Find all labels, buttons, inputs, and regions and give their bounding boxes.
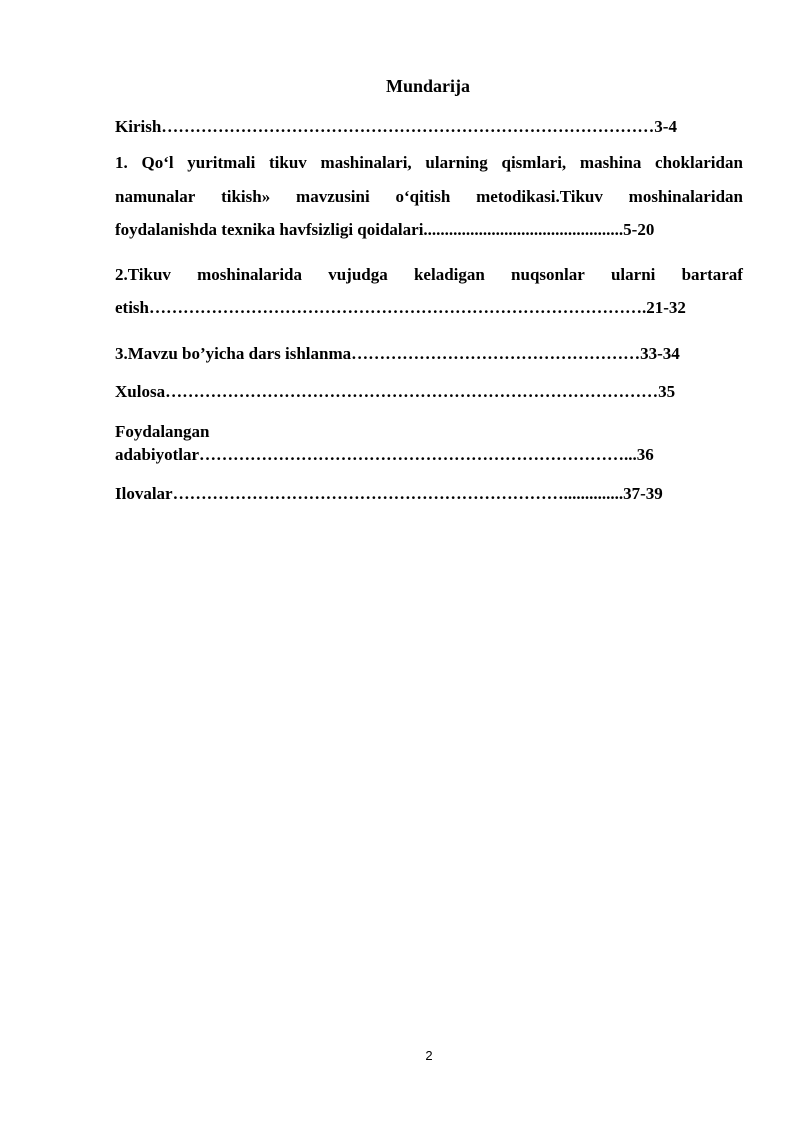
word: mavzusini	[296, 187, 370, 206]
toc-entry-ch1-line1	[115, 153, 743, 173]
toc-entry-ilovalar: Ilovalar……………………………………………………………..............37-39	[115, 484, 663, 503]
toc-entry-xulosa: Xulosa……………………………………………………………………………35	[115, 382, 676, 401]
toc-entry-foydalangan-line2: adabiyotlar…………………………………………………………………...36	[115, 445, 654, 464]
toc-entry-ch1-line2	[115, 187, 743, 207]
word: Qo‘l	[141, 153, 174, 172]
word: vujudga	[328, 265, 388, 284]
word: choklaridan	[655, 153, 743, 172]
word: namunalar	[115, 187, 196, 206]
page-title: Mundarija	[385, 76, 470, 96]
word: 2.Tikuv	[115, 265, 171, 284]
word: tikuv	[269, 153, 307, 172]
word: mashina	[579, 153, 642, 172]
word: o‘qitish	[395, 187, 451, 206]
word: metodikasi.Tikuv	[476, 187, 603, 206]
toc-entry-ch3: 3.Mavzu bo’yicha dars ishlanma……………………………………………33-34	[115, 344, 680, 363]
word: ularni	[610, 265, 656, 284]
word: bartaraf	[681, 265, 743, 284]
word: ularning	[425, 153, 488, 172]
word: tikish»	[221, 187, 271, 206]
toc-entry-foydalangan-line1: Foydalangan	[115, 422, 210, 441]
toc-entry-ch2-line2: etish…………………………………………………………………………….21-32	[115, 298, 686, 317]
toc-entry-kirish: Kirish……………………………………………………………………………3-4	[115, 117, 677, 136]
word: nuqsonlar	[511, 265, 585, 284]
toc-entry-ch1-line3: foydalanishda texnika havfsizligi qoidalari...............................................5-20	[115, 220, 655, 239]
word: moshinalarida	[197, 265, 302, 284]
word: keladigan	[413, 265, 485, 284]
word: mashinalari,	[320, 153, 412, 172]
toc-entry-ch2-line1	[115, 265, 743, 285]
word: moshinalaridan	[628, 187, 743, 206]
word: qismlari,	[501, 153, 567, 172]
page-number: 2	[425, 1048, 433, 1063]
word: yuritmali	[187, 153, 256, 172]
word: 1.	[115, 153, 128, 172]
